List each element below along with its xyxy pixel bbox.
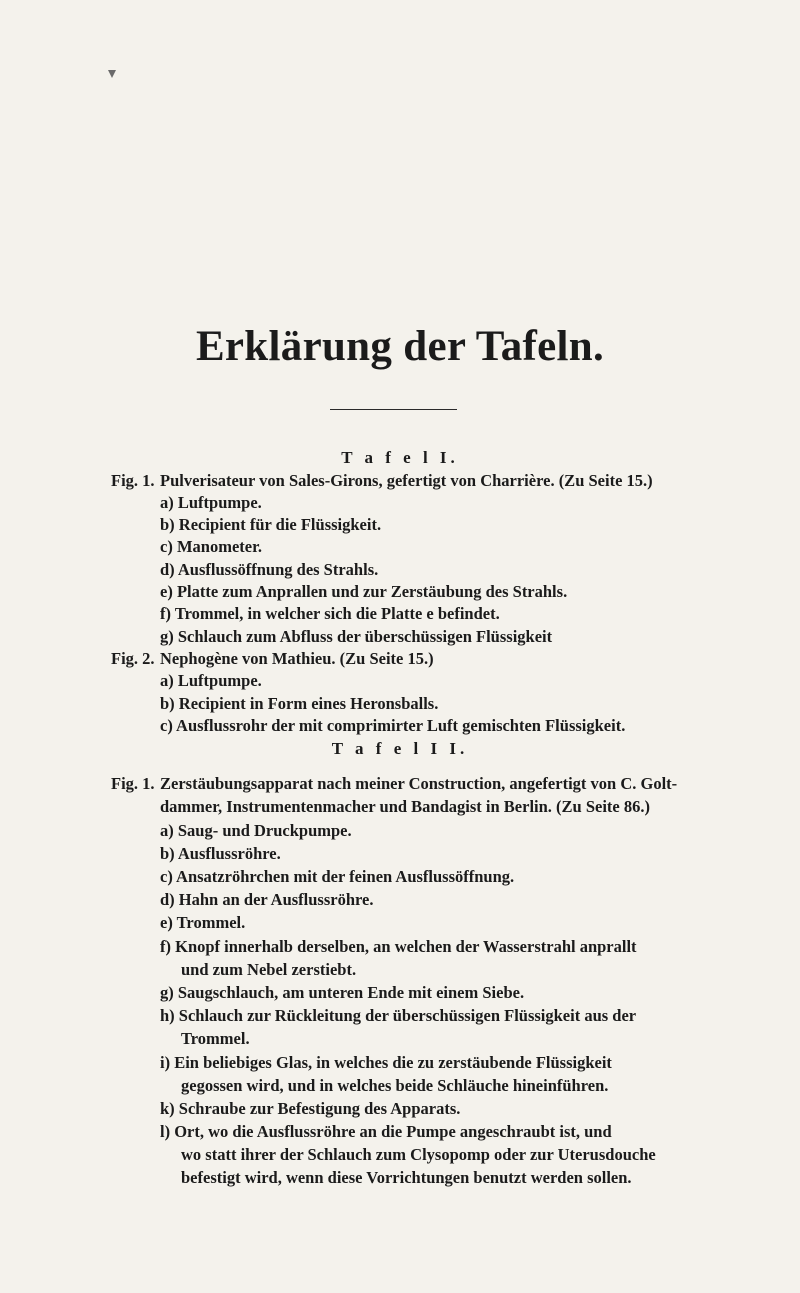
fig-caption-line-1: Zerstäubungsapparat nach meiner Construction, angefertigt von C. Golt- (160, 774, 678, 793)
list-item: e) Trommel. (160, 913, 246, 932)
list-item: a) Saug- und Druckpumpe. (160, 821, 352, 840)
list-item: c) Manometer. (160, 537, 263, 556)
list-item: b) Recipient in Form eines Heronsballs. (160, 694, 439, 713)
list-item-continuation: und zum Nebel zerstiebt. (181, 960, 357, 979)
print-mark-icon (108, 70, 116, 78)
list-item: d) Ausflussöffnung des Strahls. (160, 560, 379, 579)
list-item: f) Trommel, in welcher sich die Platte e befindet. (160, 604, 500, 623)
list-item-continuation: befestigt wird, wenn diese Vorrichtungen benutzt werden sollen. (181, 1168, 632, 1187)
list-item-continuation: Trommel. (181, 1029, 250, 1048)
fig-caption: Nephogène von Mathieu. (Zu Seite 15.) (160, 649, 434, 668)
list-item: a) Luftpumpe. (160, 493, 262, 512)
tafel-1-heading: T a f e l I. (341, 448, 459, 467)
tafel-2-heading: T a f e l I I. (331, 739, 469, 758)
list-item: g) Schlauch zum Abfluss der überschüssigen Flüssigkeit (160, 627, 553, 646)
list-item: d) Hahn an der Ausflussröhre. (160, 890, 374, 909)
list-item: f) Knopf innerhalb derselben, an welchen der Wasserstrahl anprallt (160, 937, 637, 956)
list-item: k) Schraube zur Befestigung des Apparats. (160, 1099, 461, 1118)
list-item: h) Schlauch zur Rückleitung der überschüssigen Flüssigkeit aus der (160, 1006, 637, 1025)
list-item: c) Ausflussrohr der mit comprimirter Luft gemischten Flüssigkeit. (160, 716, 626, 735)
fig-label: Fig. 1. (111, 471, 155, 490)
list-item: b) Ausflussröhre. (160, 844, 281, 863)
list-item: a) Luftpumpe. (160, 671, 262, 690)
fig-label: Fig. 1. (111, 774, 155, 793)
list-item: e) Platte zum Anprallen und zur Zerstäubung des Strahls. (160, 582, 568, 601)
page-title: Erklärung der Tafeln. (195, 323, 605, 370)
list-item-continuation: gegossen wird, und in welches beide Schläuche hineinführen. (181, 1076, 609, 1095)
fig-label: Fig. 2. (111, 649, 155, 668)
fig-caption: Pulverisateur von Sales-Girons, gefertigt von Charrière. (Zu Seite 15.) (160, 471, 653, 490)
list-item-continuation: wo statt ihrer der Schlauch zum Clysopomp oder zur Uterusdouche (181, 1145, 656, 1164)
list-item: l) Ort, wo die Ausflussröhre an die Pumpe angeschraubt ist, und (160, 1122, 612, 1141)
title-divider (330, 409, 457, 410)
list-item: i) Ein beliebiges Glas, in welches die zu zerstäubende Flüssigkeit (160, 1053, 612, 1072)
list-item: b) Recipient für die Flüssigkeit. (160, 515, 382, 534)
list-item: g) Saugschlauch, am unteren Ende mit einem Siebe. (160, 983, 525, 1002)
fig-caption-line-2: dammer, Instrumentenmacher und Bandagist in Berlin. (Zu Seite 86.) (160, 797, 650, 816)
list-item: c) Ansatzröhrchen mit der feinen Ausflussöffnung. (160, 867, 515, 886)
